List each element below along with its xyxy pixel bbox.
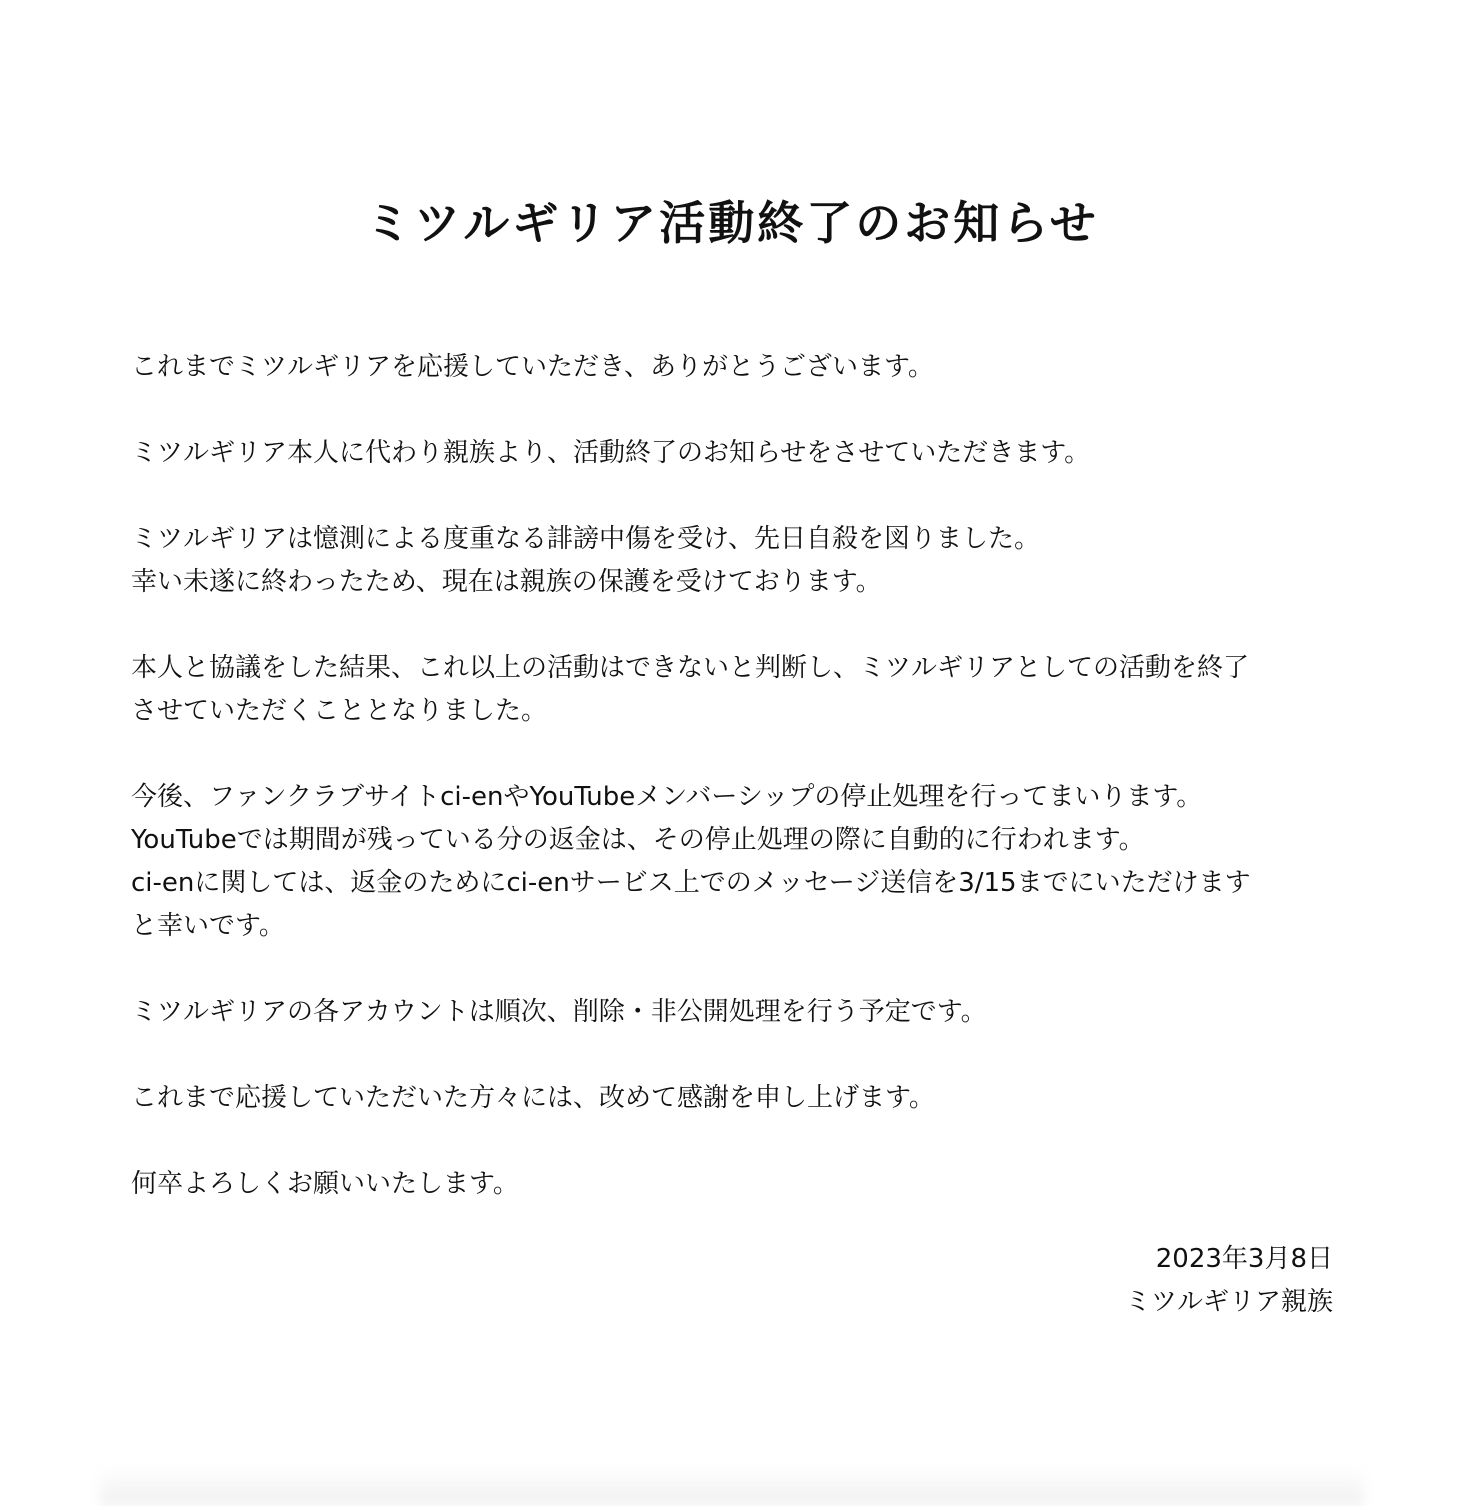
paragraph-line: ミツルギリアは憶測による度重なる誹謗中傷を受け、先日自殺を図りました。 <box>131 524 1040 554</box>
paragraph-gratitude <box>131 1077 1331 1120</box>
paragraph-closing <box>131 1163 1331 1206</box>
signature-date: 2023年3月8日 <box>1155 1244 1333 1274</box>
paragraph-line: ci-enに関しては、返金のためにci-enサービス上でのメッセージ送信を3/15までにいただけます <box>131 868 1251 898</box>
paragraph-decision <box>131 647 1331 733</box>
paragraph-thanks <box>131 346 1331 389</box>
notice-body <box>131 346 1331 1249</box>
notice-title: ミツルギリア活動終了のお知らせ <box>365 196 1099 250</box>
paragraph-line: ミツルギリア本人に代わり親族より、活動終了のお知らせをさせていただきます。 <box>131 438 1091 468</box>
paragraph-line: これまでミツルギリアを応援していただき、ありがとうございます。 <box>131 352 934 382</box>
paragraph-line: YouTubeでは期間が残っている分の返金は、その停止処理の際に自動的に行われます。 <box>131 825 1145 855</box>
paragraph-line: と幸いです。 <box>131 911 285 941</box>
bottom-shadow <box>100 1466 1364 1506</box>
paragraph-line: 今後、ファンクラブサイトci-enやYouTubeメンバーシップの停止処理を行ってまいります。 <box>131 782 1203 812</box>
paragraph-announcement <box>131 432 1331 475</box>
paragraph-line: 幸い未遂に終わったため、現在は親族の保護を受けております。 <box>131 567 882 597</box>
paragraph-line: 本人と協議をした結果、これ以上の活動はできないと判断し、ミツルギリアとしての活動を終了 <box>131 653 1250 683</box>
paragraph-line: ミツルギリアの各アカウントは順次、削除・非公開処理を行う予定です。 <box>131 997 987 1027</box>
paragraph-reason <box>131 518 1331 604</box>
signature-block <box>1125 1238 1333 1324</box>
paragraph-refunds <box>131 776 1331 948</box>
paragraph-line: これまで応援していただいた方々には、改めて感謝を申し上げます。 <box>131 1083 935 1113</box>
paragraph-line: させていただくこととなりました。 <box>131 696 548 726</box>
paragraph-accounts <box>131 991 1331 1034</box>
signature-author: ミツルギリア親族 <box>1124 1287 1333 1317</box>
paragraph-line: 何卒よろしくお願いいたします。 <box>131 1169 519 1199</box>
